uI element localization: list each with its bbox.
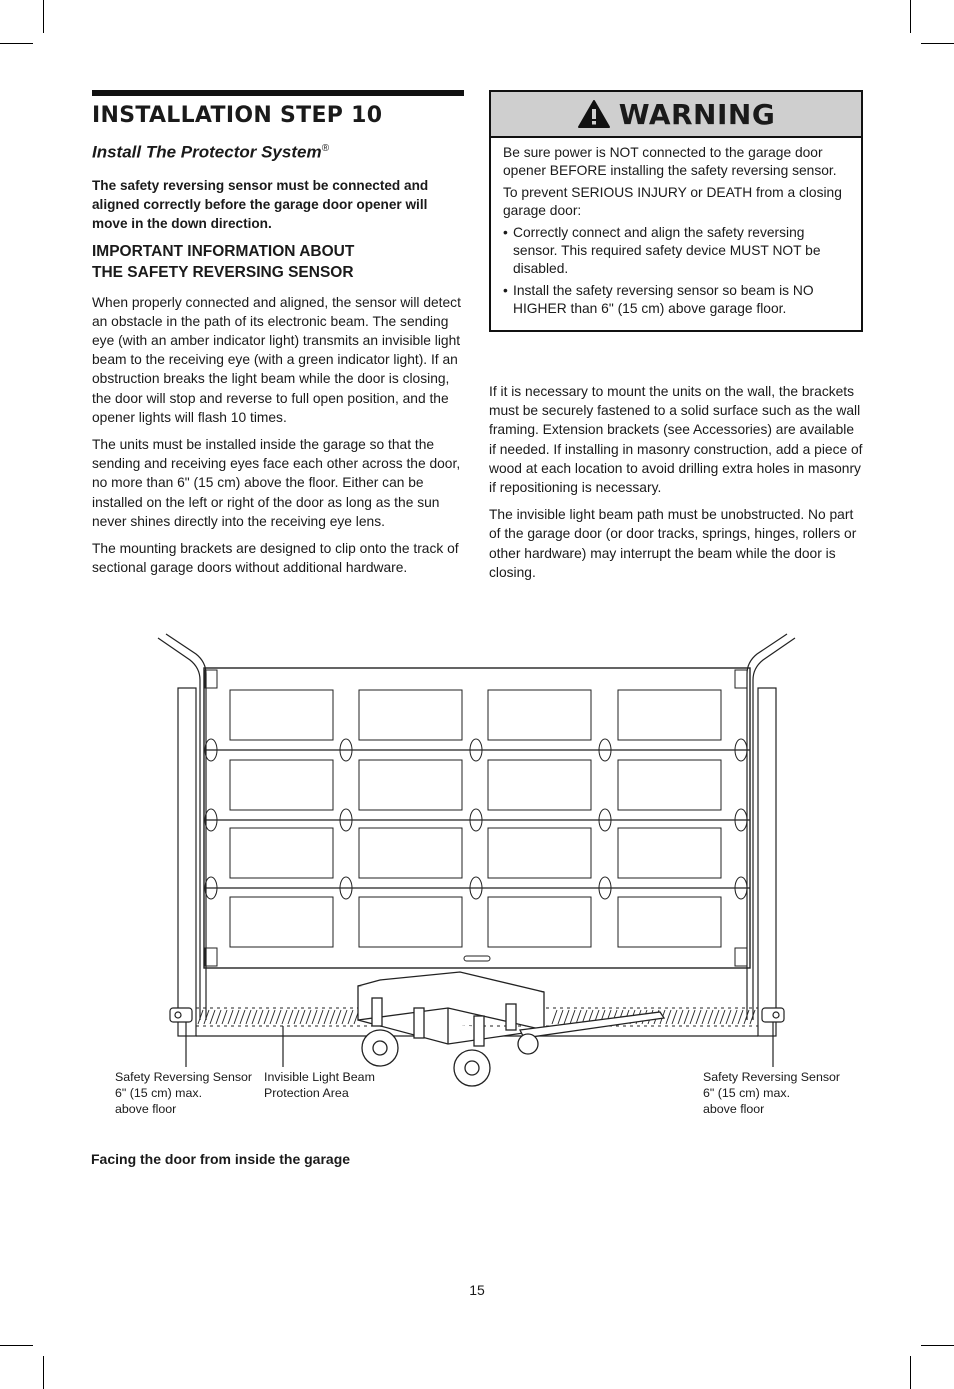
left-sensor-label-line: above floor	[115, 1102, 177, 1116]
right-sensor-label-line: Safety Reversing Sensor	[703, 1070, 841, 1084]
body-paragraph: The mounting brackets are designed to clip onto the track of sectional garage doors without additional hardware.	[92, 541, 459, 576]
step-subtitle	[92, 138, 464, 164]
page-number: 15	[469, 1282, 485, 1298]
crop-mark	[921, 43, 954, 44]
lead-paragraph: The safety reversing sensor must be connected and aligned correctly before the garage door opener will move in the down direction.	[92, 177, 429, 231]
warning-header	[491, 92, 861, 138]
warning-title: WARNING	[618, 97, 776, 131]
important-heading-line2: THE SAFETY REVERSING SENSOR	[92, 263, 354, 281]
right-sensor-label	[703, 1069, 840, 1117]
beam-area-label	[264, 1069, 375, 1101]
left-sensor-label-line: Safety Reversing Sensor	[115, 1070, 253, 1084]
body-paragraph: The units must be installed inside the garage so that the sending and receiving eyes face each other across the door, no more than 6" (15 cm) above the floor. Either can be installed on the left or right of the door as long as the sun never shines directly into the receiving eye lens.	[92, 437, 461, 529]
warning-line: Be sure power is NOT connected to the garage door opener BEFORE installing the safety reversing sensor.	[503, 145, 837, 178]
beam-area-label-line: Invisible Light Beam	[264, 1070, 375, 1084]
registered-mark: ®	[321, 143, 329, 154]
crop-mark	[43, 1356, 44, 1389]
warning-list	[503, 224, 849, 318]
warning-line: To prevent SERIOUS INJURY or DEATH from a closing garage door:	[503, 185, 842, 218]
warning-box-wrapper	[489, 90, 863, 332]
crop-mark	[0, 1345, 33, 1346]
left-sensor-label	[115, 1069, 252, 1117]
beam-area-label-line: Protection Area	[264, 1086, 349, 1100]
crop-mark	[0, 43, 33, 44]
right-column-text	[489, 382, 863, 582]
title-rule	[92, 90, 464, 96]
body-paragraph: When properly connected and aligned, the sensor will detect an obstacle in the path of its electronic beam. The sending eye (with an amber indicator light) transmits an invisible light beam to the receiving eye (with a green indicator light). If an obstruction breaks the light beam while the door is closing, the door will stop and reverse to full open position, and the opener lights will flash 10 times.	[92, 294, 461, 425]
crop-mark	[910, 1356, 911, 1389]
figure-caption: Facing the door from inside the garage	[91, 1151, 351, 1167]
right-sensor-label-line: 6" (15 cm) max.	[703, 1086, 791, 1100]
step-subtitle-text: Install The Protector System	[92, 142, 322, 162]
left-sensor-label-line: 6" (15 cm) max.	[115, 1086, 203, 1100]
body-paragraph: The invisible light beam path must be unobstructed. No part of the garage door (or door tracks, springs, hinges, rollers or other hardware) may interrupt the beam while the door is closing.	[489, 507, 857, 580]
warning-triangle-icon	[577, 99, 611, 129]
crop-mark	[43, 0, 44, 33]
step-title: INSTALLATION STEP 10	[92, 103, 383, 128]
warning-box	[489, 90, 863, 332]
garage-door-illustration	[0, 620, 954, 1130]
warning-bullet: • Correctly connect and align the safety reversing sensor. This required safety device MUST NOT be disabled.	[503, 224, 849, 278]
right-sensor-label-line: above floor	[703, 1102, 765, 1116]
important-heading	[92, 241, 464, 283]
garage-door-diagram	[0, 620, 954, 1130]
crop-mark	[910, 0, 911, 33]
important-heading-line1: IMPORTANT INFORMATION ABOUT	[92, 242, 355, 260]
left-column	[92, 90, 464, 578]
warning-body	[491, 138, 861, 330]
crop-mark	[921, 1345, 954, 1346]
warning-bullet: • Install the safety reversing sensor so beam is NO HIGHER than 6" (15 cm) above garage floor.	[503, 282, 849, 318]
body-paragraph: If it is necessary to mount the units on the wall, the brackets must be securely fastened to a solid surface such as the wall framing. Extension brackets (see Accessories) are available if needed. If installing in masonry construction, add a piece of wood at each location to avoid drilling extra holes in masonry if repositioning is necessary.	[489, 384, 863, 496]
